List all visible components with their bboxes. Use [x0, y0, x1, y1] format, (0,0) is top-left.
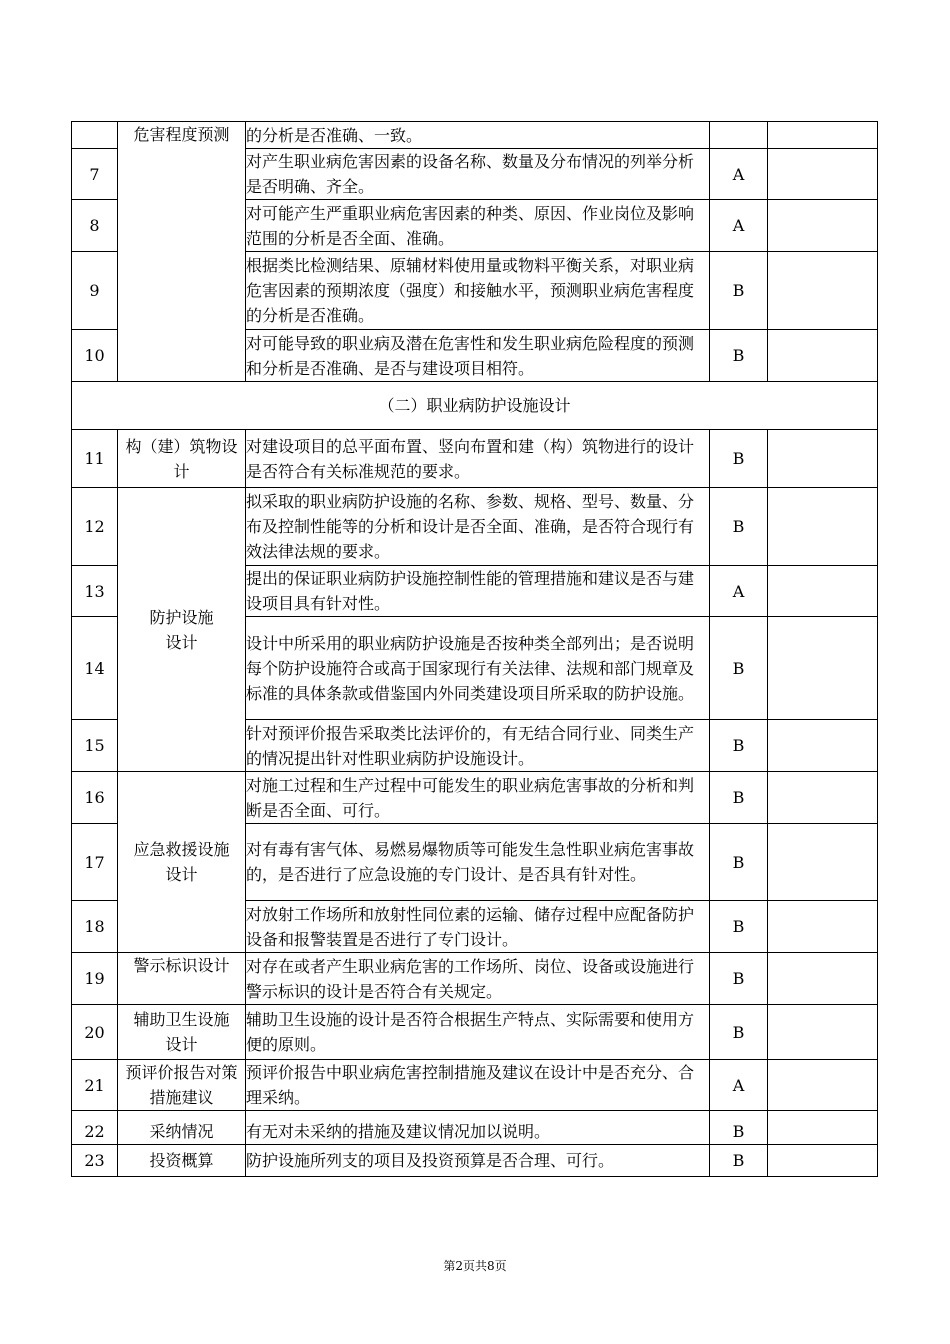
review-item: 对存在或者产生职业病危害的工作场所、岗位、设备或设施进行警示标识的设计是否符合有关规定。 [246, 953, 710, 1005]
table-row [72, 1111, 878, 1145]
grade-cell: A [710, 149, 768, 200]
review-item: 对可能导致的职业病及潜在危害性和发生职业病危险程度的预测和分析是否准确、是否与建设项目相符。 [246, 330, 710, 382]
category-label: 投资概算 [149, 1151, 214, 1170]
row-number: 15 [72, 720, 118, 772]
remark-cell [768, 149, 878, 200]
grade-cell: B [710, 824, 768, 901]
review-item: 对可能产生严重职业病危害因素的种类、原因、作业岗位及影响范围的分析是否全面、准确。 [246, 200, 710, 252]
review-item: 拟采取的职业病防护设施的名称、参数、规格、型号、数量、分布及控制性能等的分析和设计是否全面、准确，是否符合现行有效法律法规的要求。 [246, 488, 710, 566]
remark-cell [768, 953, 878, 1005]
remark-cell [768, 1111, 878, 1145]
category-cell [118, 1111, 246, 1145]
review-item: 对有毒有害气体、易燃易爆物质等可能发生急性职业病危害事故的，是否进行了应急设施的专门设计、是否具有针对性。 [246, 824, 710, 901]
category-label: 辅助卫生设施设计 [133, 1010, 230, 1054]
category-cell [118, 1060, 246, 1111]
category-label: 应急救援设施设计 [133, 840, 230, 884]
grade-cell: B [710, 953, 768, 1005]
category-cell [118, 772, 246, 953]
remark-cell [768, 720, 878, 772]
remark-cell [768, 330, 878, 382]
row-number: 19 [72, 953, 118, 1005]
grade-cell: B [710, 1111, 768, 1145]
row-number: 14 [72, 617, 118, 720]
table-row [72, 122, 878, 149]
page-footer: 第2页共8页 [443, 1259, 507, 1273]
category-cell [118, 430, 246, 488]
category-cell [118, 122, 246, 382]
category-label: 警示标识设计 [133, 956, 230, 975]
grade-cell: A [710, 1060, 768, 1111]
row-number: 18 [72, 901, 118, 953]
category-label: 构（建）筑物设计 [125, 436, 238, 481]
row-number: 9 [72, 252, 118, 330]
table-row [72, 488, 878, 566]
grade-cell: B [710, 430, 768, 488]
remark-cell [768, 252, 878, 330]
review-item: 预评价报告中职业病危害控制措施及建议在设计中是否充分、合理采纳。 [246, 1060, 710, 1111]
remark-cell [768, 1060, 878, 1111]
remark-cell [768, 617, 878, 720]
table-row [72, 1145, 878, 1177]
row-number: 17 [72, 824, 118, 901]
grade-cell: B [710, 901, 768, 953]
row-number: 23 [72, 1145, 118, 1177]
category-cell [118, 1145, 246, 1177]
grade-cell: B [710, 330, 768, 382]
grade-cell: B [710, 252, 768, 330]
review-item: 对建设项目的总平面布置、竖向布置和建（构）筑物进行的设计是否符合有关标准规范的要求。 [246, 430, 710, 488]
review-item: 针对预评价报告采取类比法评价的，有无结合同行业、同类生产的情况提出针对性职业病防护设施设计。 [246, 720, 710, 772]
review-item: 的分析是否准确、一致。 [246, 122, 710, 149]
remark-cell [768, 430, 878, 488]
category-cell [118, 488, 246, 772]
grade-cell: A [710, 566, 768, 617]
review-item: 防护设施所列支的项目及投资预算是否合理、可行。 [246, 1145, 710, 1177]
grade-cell: B [710, 488, 768, 566]
row-number: 10 [72, 330, 118, 382]
section-title: （二）职业病防护设施设计 [72, 382, 878, 430]
category-label: 采纳情况 [149, 1122, 214, 1141]
remark-cell [768, 1005, 878, 1060]
remark-cell [768, 200, 878, 252]
grade-cell: B [710, 772, 768, 824]
table-row [72, 430, 878, 488]
grade-cell: B [710, 720, 768, 772]
review-item: 提出的保证职业病防护设施控制性能的管理措施和建议是否与建设项目具有针对性。 [246, 566, 710, 617]
review-item: 设计中所采用的职业病防护设施是否按种类全部列出；是否说明每个防护设施符合或高于国家现行有关法律、法规和部门规章及标准的具体条款或借鉴国内外同类建设项目所采取的防护设施。 [246, 617, 710, 720]
row-number: 22 [72, 1111, 118, 1145]
review-item: 对产生职业病危害因素的设备名称、数量及分布情况的列举分析是否明确、齐全。 [246, 149, 710, 200]
table-row [72, 772, 878, 824]
row-number: 11 [72, 430, 118, 488]
review-item: 根据类比检测结果、原辅材料使用量或物料平衡关系，对职业病危害因素的预期浓度（强度）和接触水平，预测职业病危害程度的分析是否准确。 [246, 252, 710, 330]
grade-cell: B [710, 617, 768, 720]
row-number [72, 122, 118, 149]
remark-cell [768, 824, 878, 901]
row-number: 13 [72, 566, 118, 617]
table-row [72, 953, 878, 1005]
row-number: 16 [72, 772, 118, 824]
row-number: 21 [72, 1060, 118, 1111]
review-item: 辅助卫生设施的设计是否符合根据生产特点、实际需要和使用方便的原则。 [246, 1005, 710, 1060]
row-number: 7 [72, 149, 118, 200]
remark-cell [768, 772, 878, 824]
category-cell [118, 953, 246, 1005]
remark-cell [768, 1145, 878, 1177]
grade-cell: B [710, 1005, 768, 1060]
row-number: 12 [72, 488, 118, 566]
remark-cell [768, 901, 878, 953]
review-item: 有无对未采纳的措施及建议情况加以说明。 [246, 1111, 710, 1145]
review-table [71, 121, 878, 1177]
review-item: 对放射工作场所和放射性同位素的运输、储存过程中应配备防护设备和报警装置是否进行了专门设计。 [246, 901, 710, 953]
section-row [72, 382, 878, 430]
review-item: 对施工过程和生产过程中可能发生的职业病危害事故的分析和判断是否全面、可行。 [246, 772, 710, 824]
table-row [72, 1005, 878, 1060]
category-label: 危害程度预测 [133, 125, 230, 144]
table-row [72, 1060, 878, 1111]
row-number: 20 [72, 1005, 118, 1060]
remark-cell [768, 122, 878, 149]
category-label: 防护设施设计 [149, 607, 214, 652]
category-cell [118, 1005, 246, 1060]
remark-cell [768, 566, 878, 617]
grade-cell: A [710, 200, 768, 252]
remark-cell [768, 488, 878, 566]
grade-cell: B [710, 1145, 768, 1177]
category-label: 预评价报告对策措施建议 [125, 1063, 238, 1107]
grade-cell [710, 122, 768, 149]
row-number: 8 [72, 200, 118, 252]
